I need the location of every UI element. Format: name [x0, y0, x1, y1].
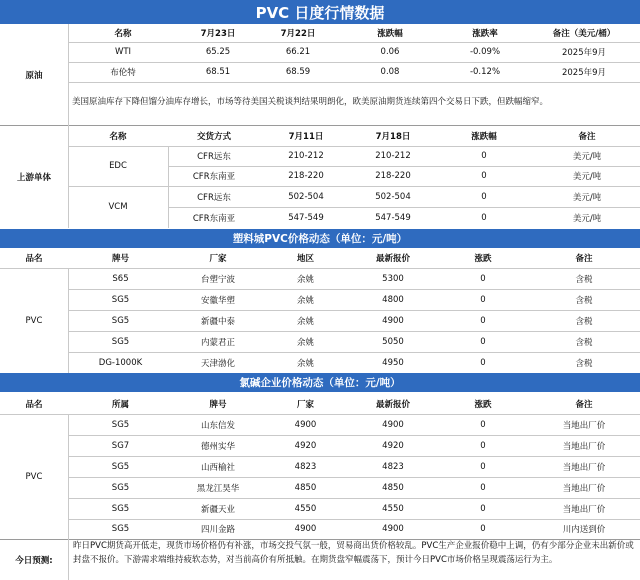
ca-header-grade: 所属 [111, 399, 129, 410]
pc-cell: 余姚 [296, 274, 314, 285]
upstream-cell: 547-549 [288, 212, 324, 223]
upstream-header-delivery: 交货方式 [196, 131, 231, 142]
crude-cell: 0.06 [380, 47, 400, 57]
upstream-header-date1: 7月11日 [288, 131, 324, 142]
crude-note: 美国原油库存下降但馏分油库存增长，市场等待美国关税谈判结果明朗化，欧美原油期货连续第四个交易日下跌，但跌幅缩窄。 [72, 97, 549, 107]
pc-header-change: 涨跌 [474, 254, 492, 264]
upstream-header-name: 名称 [109, 131, 127, 142]
forecast-text: 昨日PVC期货高开低走，现货市场价格仍有补涨，市场交投气氛一般，贸易商出货价格较乱。PVC生产企业报价稳中上调，仍有少部分企业未出新价或封盘不报价。下游需求端维持疲软态势，对当前高价有所抵触。在期货盘窄幅震荡下，预计今日PVC市场价格呈现震荡运行为主。 [73, 541, 634, 565]
upstream-cell: 502-504 [375, 191, 411, 202]
plastics-city-band: 塑料城PVC价格动态（单位：元/吨） [0, 229, 640, 248]
pc-header-maker: 厂家 [209, 254, 227, 264]
pc-cell: SG5 [111, 294, 130, 305]
upstream-cell: 502-504 [288, 191, 324, 202]
pc-cell: 内蒙君正 [200, 337, 235, 348]
upstream-cell: 218-220 [375, 171, 411, 181]
pc-cell: 天津渤化 [200, 358, 235, 369]
crude-cell: 布伦特 [110, 68, 136, 78]
crude-cell: WTI [114, 47, 132, 57]
ca-header-change: 涨跌 [474, 399, 492, 410]
ca-cell: 四川金路 [200, 525, 235, 535]
crude-header-rate: 涨跌率 [472, 29, 498, 39]
ca-cell: 当地出厂价 [562, 420, 606, 431]
pc-header-region: 地区 [296, 254, 314, 264]
ca-cell: 山东信发 [200, 420, 235, 431]
upstream-group-vcm: VCM [108, 202, 128, 212]
pc-cell: S65 [112, 273, 129, 284]
pc-cell: 0 [480, 294, 486, 305]
upstream-cell: 210-212 [288, 151, 324, 161]
pc-cell: 0 [480, 357, 486, 368]
crude-cell: 66.21 [285, 47, 311, 57]
upstream-cell: CFR东南亚 [192, 172, 236, 182]
ca-cell: 当地出厂价 [562, 441, 606, 452]
crude-cell: -0.09% [469, 47, 501, 57]
ca-cell: 新疆天业 [200, 504, 235, 515]
pc-header-product: 品名 [25, 254, 43, 264]
pc-cell: 含税 [575, 274, 593, 285]
ca-header-factory: 厂家 [296, 399, 314, 410]
ca-cell: 当地出厂价 [562, 504, 606, 515]
crude-cell: 68.59 [285, 67, 311, 77]
pc-product: PVC [25, 315, 43, 326]
ca-cell: 4550 [382, 503, 404, 514]
ca-cell: 4550 [294, 503, 317, 514]
ca-cell: 4900 [382, 419, 404, 430]
ca-header-note: 备注 [575, 399, 593, 410]
ca-cell: 0 [480, 440, 486, 451]
upstream-cell: 美元/吨 [572, 152, 602, 162]
pc-cell: 0 [480, 315, 486, 326]
ca-cell: 4900 [294, 524, 317, 534]
ca-header-price: 最新报价 [375, 399, 410, 410]
pc-cell: 含税 [575, 358, 593, 369]
crude-cell: 68.51 [205, 67, 231, 77]
ca-cell: 0 [480, 419, 486, 430]
crude-section-label: 原油 [25, 70, 43, 81]
pc-cell: 4800 [382, 294, 404, 305]
crude-header-date1: 7月23日 [200, 29, 236, 39]
pc-cell: 余姚 [296, 295, 314, 306]
ca-cell: SG7 [111, 440, 130, 451]
pc-cell: 4900 [382, 315, 404, 326]
upstream-cell: 218-220 [288, 171, 324, 181]
upstream-cell: 210-212 [375, 151, 411, 161]
pc-cell: SG5 [111, 315, 130, 326]
pc-cell: 0 [480, 336, 486, 347]
divider [68, 82, 640, 83]
ca-cell: 4823 [294, 461, 317, 472]
upstream-section-label: 上游单体 [16, 172, 51, 183]
ca-cell: SG5 [111, 503, 130, 514]
crude-header-change: 涨跌幅 [377, 29, 403, 39]
upstream-cell: 0 [481, 212, 487, 223]
crude-cell: 0.08 [380, 67, 400, 77]
ca-cell: 0 [480, 482, 486, 493]
ca-product: PVC [25, 471, 43, 482]
pc-cell: DG-1000K [98, 357, 143, 368]
pc-cell: 新疆中泰 [200, 316, 235, 327]
upstream-cell: 0 [481, 171, 487, 181]
upstream-cell: 美元/吨 [572, 172, 602, 182]
pc-header-grade: 牌号 [111, 254, 129, 264]
ca-cell: SG5 [111, 482, 130, 493]
crude-cell: -0.12% [469, 67, 501, 77]
ca-cell: 4900 [382, 524, 404, 534]
pc-cell: SG5 [111, 336, 130, 347]
ca-cell: 4920 [294, 440, 317, 451]
pc-cell: 含税 [575, 295, 593, 306]
upstream-header-date2: 7月18日 [375, 131, 411, 142]
upstream-header-note: 备注 [578, 131, 596, 142]
pc-cell: 余姚 [296, 316, 314, 327]
pc-cell: 含税 [575, 337, 593, 348]
ca-cell: 当地出厂价 [562, 462, 606, 473]
pc-header-price: 最新报价 [375, 254, 410, 264]
pc-cell: 安徽华塑 [200, 295, 235, 306]
ca-cell: 4920 [382, 440, 404, 451]
upstream-cell: CFR远东 [197, 192, 231, 203]
ca-cell: 当地出厂价 [562, 483, 606, 494]
upstream-cell: 0 [481, 191, 487, 202]
pc-cell: 0 [480, 273, 486, 284]
upstream-cell: CFR东南亚 [192, 213, 236, 224]
pc-cell: 5300 [382, 273, 404, 284]
ca-cell: 德州实华 [200, 441, 235, 452]
ca-cell: 0 [480, 524, 486, 534]
upstream-cell: 美元/吨 [572, 213, 602, 224]
ca-cell: 山西榆社 [200, 462, 235, 473]
crude-header-note: 备注（美元/桶） [552, 29, 616, 39]
ca-cell: SG5 [111, 461, 130, 472]
ca-cell: 4900 [294, 419, 317, 430]
ca-cell: 0 [480, 503, 486, 514]
page-title: PVC 日度行情数据 [0, 0, 640, 24]
ca-cell: 4850 [294, 482, 317, 493]
ca-cell: 4823 [382, 461, 404, 472]
crude-cell: 2025年9月 [561, 68, 607, 78]
ca-cell: 川内送到价 [562, 525, 606, 535]
crude-cell: 65.25 [205, 47, 231, 57]
divider [68, 539, 69, 580]
ca-header-product: 品名 [25, 399, 43, 410]
crude-header-name: 名称 [114, 29, 132, 39]
crude-header-date2: 7月22日 [280, 29, 316, 39]
pc-cell: 余姚 [296, 337, 314, 348]
pc-cell: 含税 [575, 316, 593, 327]
pc-header-note: 备注 [575, 254, 593, 264]
pc-cell: 台塑宁波 [200, 274, 235, 285]
upstream-cell: CFR远东 [197, 152, 231, 162]
pc-cell: 5050 [382, 336, 404, 347]
chlor-alkali-band: 氯碱企业价格动态（单位：元/吨） [0, 373, 640, 392]
upstream-group-edc: EDC [109, 161, 127, 171]
upstream-header-change: 涨跌幅 [471, 131, 497, 142]
ca-header-maker: 牌号 [209, 399, 227, 410]
upstream-cell: 547-549 [375, 212, 411, 223]
ca-cell: 0 [480, 461, 486, 472]
crude-cell: 2025年9月 [561, 48, 607, 58]
ca-cell: 4850 [382, 482, 404, 493]
ca-cell: 黑龙江昊华 [196, 483, 240, 494]
pc-cell: 4950 [382, 357, 404, 368]
ca-cell: SG5 [111, 524, 130, 534]
upstream-cell: 美元/吨 [572, 192, 602, 203]
forecast-label: 今日预测: [15, 555, 53, 566]
upstream-cell: 0 [481, 151, 487, 161]
pc-cell: 余姚 [296, 358, 314, 369]
ca-cell: SG5 [111, 419, 130, 430]
